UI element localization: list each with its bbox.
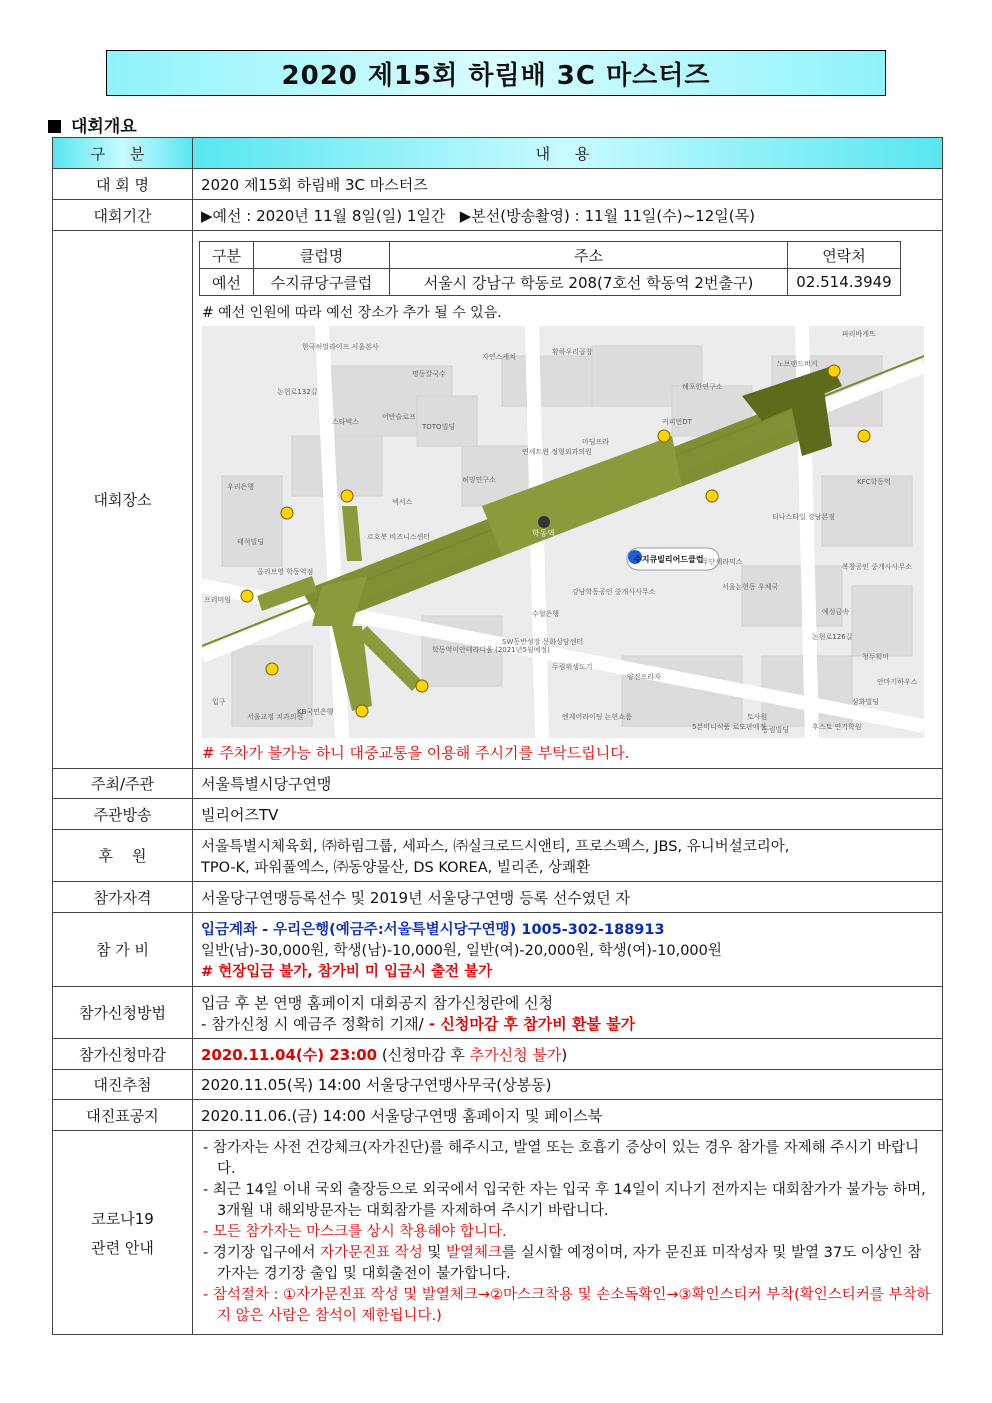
map-pin-label: 수지큐빌리어드클럽 [634,555,704,564]
map-label: 두림위생도기 [552,663,593,671]
map-label: KFC학동역 [857,478,891,486]
apply-line-1: 입금 후 본 연맹 홈페이지 대회공지 참가신청란에 신청 [201,993,554,1012]
label-host: 주최/주관 [53,769,193,799]
map-label: 토사원 [747,713,768,721]
page-title: 2020 제15회 하림배 3C 마스터즈 [281,60,711,91]
map-label: 우리은행 [227,483,255,491]
fee-prices: 일반(남)-30,000원, 학생(남)-10,000원, 일반(여)-20,000원, 학생(여)-10,000원 [201,943,722,959]
deadline-date: 2020.11.04(수) 23:00 [201,1045,378,1064]
venue-type: 예선 [200,269,254,296]
value-deadline [193,1039,943,1070]
map-label: 청두훠미 [862,653,890,661]
corona-item-5: - 참석절차 : ①자가문진표 작성 및 발열체크→②마스크착용 및 손소독확인→③확인스티커 부착(확인스티커를 부착하지 않은 사람은 참석이 제한됩니다.) [203,1287,931,1324]
map-label: 어반슬로프 [382,413,416,421]
map-label: 안마기하우스 [877,678,918,686]
venue-header-club: 클럽명 [254,242,390,269]
value-sponsor [193,830,943,882]
value-venue [193,231,943,769]
map-label: 동림빌딩 [762,726,790,734]
map-station-label: 학동역 [532,529,556,538]
map-label: 복창공인 중개사사무소 [842,563,912,571]
map-label: 입구 [212,698,226,706]
corona-item-1: - 참가자는 사전 건강체크(자가진단)를 해주시고, 발열 또는 호흡기 증상이 있는 경우 참가를 자제해 주시기 바랍니다. [203,1140,919,1177]
map-label: 티나스타일 강남본점 [772,513,836,521]
map-label: 논현로132길 [277,388,318,396]
corona-item-4d: 발열체크 [446,1245,503,1261]
venue-header-type: 구분 [200,242,254,269]
map-label: 엔제이라이팅 논현쇼룸 [562,713,632,721]
map-label: 후스토 연기학원 [812,723,862,731]
parking-warning: # 주차가 불가능 하니 대중교통을 이용해 주시기를 부탁드립니다. [202,744,630,762]
map-label: 황하우리곱창 [552,348,593,356]
map-label: SW동반성장 문화상담센터 [502,638,584,646]
value-broadcast: 빌리어즈TV [193,799,943,830]
label-corona [53,1131,193,1335]
map-label: 올리브영 학동역점 [257,568,314,576]
row-period [53,200,943,231]
map-label: 무단세라믹스 [702,558,743,566]
label-sponsor: 후 원 [53,830,193,882]
fee-account: 입금계좌 - 우리은행(예금주:서울특별시당구연맹) 1005-302-188913 [201,922,665,938]
map-label: 연세트윈 정형외과의원 [522,448,592,456]
map-label: 르호봇 비즈니스센터 [367,533,431,541]
square-bullet-icon [48,120,61,133]
apply-line-2-text: - 참가신청 시 예금주 정확히 기재/ [201,1014,424,1033]
corona-label-2: 관련 안내 [91,1238,154,1257]
row-host [53,769,943,799]
venue-club: 수지큐당구클럽 [254,269,390,296]
map-label: 파리바게뜨 [842,330,876,338]
row-apply [53,987,943,1039]
map-label: 5분미니식품 로또판매점 [692,723,767,731]
label-broadcast: 주관방송 [53,799,193,830]
header-content: 내 용 [193,138,943,169]
map-label: 노브랜드버거 [777,360,818,368]
map-label: 해포한연구소 [682,383,723,391]
value-draw: 2020.11.05(목) 14:00 서울당구연맹사무국(상봉동) [193,1070,943,1100]
map-label: 수협은행 [532,610,560,618]
venue-contact: 02.514.3949 [788,269,901,296]
sponsor-line-2: TPO-K, 파워풀엑스, ㈜동양물산, DS KOREA, 빌리존, 상쾌환 [201,859,591,876]
section-title: 대회개요 [71,117,137,137]
map-label: 양진프라자 [627,673,661,681]
corona-item-3: - 모든 참가자는 마스크를 상시 착용해야 합니다. [203,1224,507,1240]
row-eligibility [53,882,943,913]
corona-item-4b: 자가문진표 작성 [320,1245,423,1261]
label-eligibility: 참가자격 [53,882,193,913]
value-period: ▶예선 : 2020년 11월 8일(일) 1일간 ▶본선(방송촬영) : 11월 11일(수)~12일(목) [193,200,943,231]
row-venue [53,231,943,769]
label-name: 대 회 명 [53,169,193,200]
label-deadline: 참가신청마감 [53,1039,193,1070]
map-label: 삼화빌딩 [852,698,880,706]
venue-address: 서울시 강남구 학동로 208(7호선 학동역 2번출구) [390,269,788,296]
venue-header-address: 주소 [390,242,788,269]
label-bracket: 대진표공지 [53,1100,193,1131]
venue-note: # 예선 인원에 따라 예선 장소가 추가 될 수 있음. [202,305,502,321]
row-draw [53,1070,943,1100]
deadline-post: ) [561,1045,568,1064]
map-label: 서울교정 치과의원 [247,713,304,721]
value-apply [193,987,943,1039]
header-category: 구 분 [53,138,193,169]
corona-item-4 [201,1243,934,1285]
map-label: TOTO빌딩 [422,423,456,431]
label-draw: 대진추첨 [53,1070,193,1100]
row-broadcast [53,799,943,830]
value-fee [193,913,943,987]
venue-map [202,326,924,738]
map-label: 학동역이안테라디움 (2021년5월예정) [432,646,550,654]
map-label: 스타벅스 [332,418,360,426]
map-graphic [202,326,924,738]
header-row [53,138,943,169]
apply-line-2 [201,1013,934,1034]
venue-header-contact: 연락처 [788,242,901,269]
map-label: 마딤프라 [582,438,610,446]
value-name: 2020 제15회 하림배 3C 마스터즈 [193,169,943,200]
row-deadline [53,1039,943,1070]
section-heading [48,112,137,137]
map-label: 한국허벌라이프 서울본사 [302,343,379,351]
corona-item-2: - 최근 14일 이내 국외 출장등으로 외국에서 입국한 자는 입국 후 14일이 지나기 전까지는 대회참가가 불가능 하며, 3개월 내 해외방문자는 대회참가를 자제하여 주시기 바랍니다. [203,1182,926,1219]
map-label: 서울논현동 우체국 [722,583,779,591]
apply-refund-notice: - 신청마감 후 참가비 환불 불가 [423,1014,636,1033]
row-sponsor [53,830,943,882]
fee-notice: # 현장입금 불가, 참가비 미 입금시 출전 불가 [201,964,493,980]
map-label: 예성금속 [822,608,850,616]
map-label: 강남학동공인 중개사사무소 [572,588,656,596]
row-fee [53,913,943,987]
label-period: 대회기간 [53,200,193,231]
map-label: 명동칼국수 [412,370,446,378]
value-bracket: 2020.11.06.(금) 14:00 서울당구연맹 홈페이지 및 페이스북 [193,1100,943,1131]
label-fee: 참 가 비 [53,913,193,987]
label-venue: 대회장소 [53,231,193,769]
corona-item-4c: 및 [422,1245,447,1261]
sponsor-line-1: 서울특별시체육회, ㈜하림그룹, 세파스, ㈜실크로드시앤티, 프로스펙스, JBS, 유니버설코리아, [201,838,790,855]
value-eligibility: 서울당구연맹등록선수 및 2019년 서울당구연맹 등록 선수였던 자 [193,882,943,913]
map-label: 프리미엄 [204,596,232,604]
deadline-red: 추가신청 불가 [469,1045,562,1064]
map-label: 자연스케치 [482,353,516,361]
corona-item-4e: 를 실시할 예정이며, 자가 문진표 미작성자 및 발열 37도 이상인 참가자는 경기장 출입 및 대회출전이 불가합니다. [217,1245,922,1282]
venue-table [199,241,901,296]
map-label: 커피빈DT [662,418,692,426]
overview-table [52,137,943,1335]
map-label: 논현로126길 [812,633,853,641]
corona-item-4a: - 경기장 입구에서 [203,1245,321,1261]
map-label: 넥서스 [392,498,413,506]
label-apply: 참가신청방법 [53,987,193,1039]
deadline-pre: (신청마감 후 [377,1045,470,1064]
row-corona [53,1131,943,1335]
map-label: 태석빌딩 [237,538,265,546]
corona-label-1: 코로나19 [91,1209,154,1228]
map-label: 허밍연구소 [462,476,496,484]
row-name [53,169,943,200]
map-label: KB국민은행 [297,708,334,716]
value-host: 서울특별시당구연맹 [193,769,943,799]
value-corona [193,1131,943,1335]
row-bracket [53,1100,943,1131]
page-title-box [106,50,886,96]
